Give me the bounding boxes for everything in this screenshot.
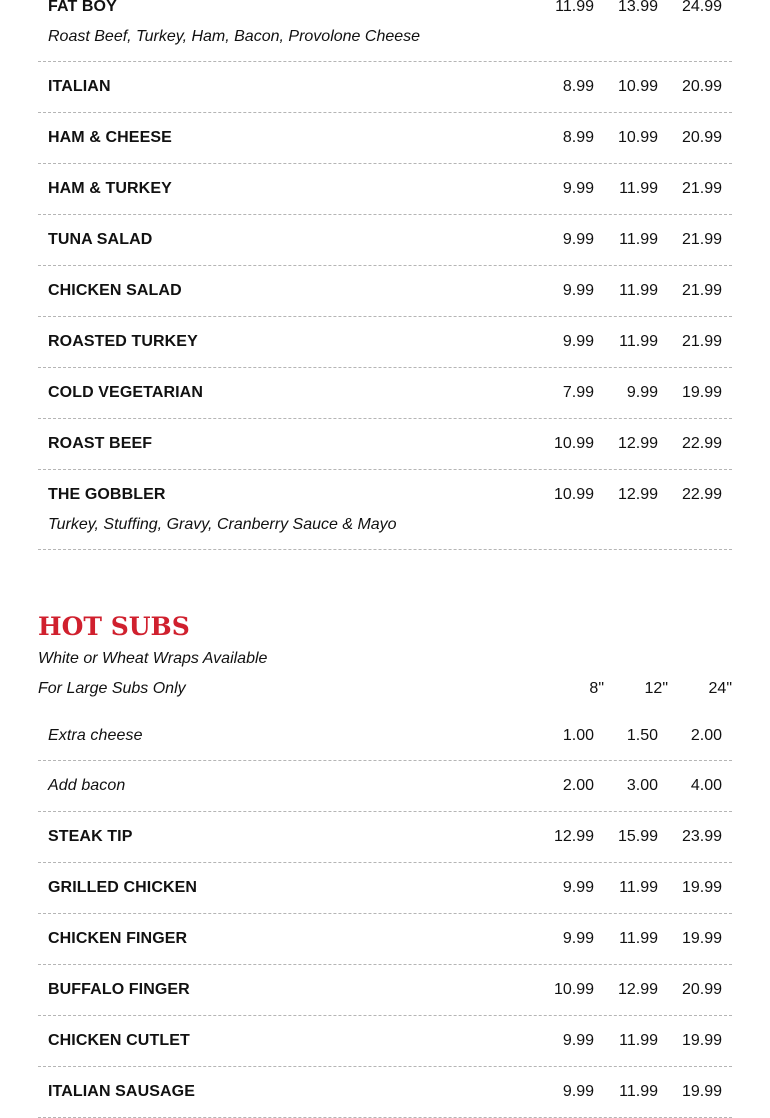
price-medium: 11.99 [619, 282, 658, 299]
price-medium: 11.99 [619, 879, 658, 896]
price-medium: 12.99 [617, 486, 658, 503]
price-small: 1.00 [562, 727, 594, 744]
price-small: 9.99 [562, 180, 594, 197]
item-name: CHICKEN SALAD [48, 282, 182, 299]
price-large: 22.99 [681, 486, 722, 503]
price-large: 21.99 [681, 231, 722, 248]
size-label-medium: 12" [644, 680, 668, 697]
size-label-large: 24" [708, 680, 732, 697]
price-medium: 11.99 [619, 231, 658, 248]
price-medium: 3.00 [626, 777, 658, 794]
item-name: TUNA SALAD [48, 231, 153, 248]
price-large: 22.99 [681, 435, 722, 452]
price-medium: 1.50 [626, 727, 658, 744]
price-small: 9.99 [562, 1032, 594, 1049]
price-medium: 10.99 [617, 129, 658, 146]
section-title: HOT SUBS [38, 612, 190, 641]
item-name: ITALIAN [48, 78, 111, 95]
menu-item [38, 164, 732, 215]
price-large: 20.99 [681, 129, 722, 146]
menu-item [38, 965, 732, 1016]
price-large: 19.99 [681, 930, 722, 947]
item-name: COLD VEGETARIAN [48, 384, 203, 401]
menu-item [38, 266, 732, 317]
menu-item [38, 317, 732, 368]
price-large: 19.99 [681, 384, 722, 401]
item-name: Extra cheese [48, 727, 143, 744]
price-large: 19.99 [681, 1083, 722, 1100]
price-large: 24.99 [681, 0, 722, 15]
item-name: BUFFALO FINGER [48, 981, 190, 998]
price-small: 9.99 [562, 930, 594, 947]
price-medium: 11.99 [619, 180, 658, 197]
price-small: 10.99 [553, 435, 594, 452]
cold-subs-list [38, 0, 732, 550]
price-large: 19.99 [681, 879, 722, 896]
price-large: 21.99 [681, 282, 722, 299]
menu-item [38, 419, 732, 470]
menu-item [38, 62, 732, 113]
section-note: White or Wheat Wraps Available [38, 650, 268, 667]
price-large: 2.00 [690, 727, 722, 744]
price-small: 12.99 [553, 828, 594, 845]
item-name: STEAK TIP [48, 828, 133, 845]
item-name: ITALIAN SAUSAGE [48, 1083, 195, 1100]
item-description: Turkey, Stuffing, Gravy, Cranberry Sauce & Mayo [48, 516, 397, 533]
hot-subs-list [38, 704, 732, 1118]
price-medium: 11.99 [619, 1083, 658, 1100]
item-name: Add bacon [48, 777, 126, 794]
menu-item [38, 1016, 732, 1067]
item-description: Roast Beef, Turkey, Ham, Bacon, Provolone Cheese [48, 28, 421, 45]
item-name: THE GOBBLER [48, 486, 166, 503]
price-large: 20.99 [681, 981, 722, 998]
price-large: 20.99 [681, 78, 722, 95]
price-small: 9.99 [562, 282, 594, 299]
menu-item [38, 812, 732, 863]
price-small: 9.99 [562, 333, 594, 350]
price-medium: 15.99 [617, 828, 658, 845]
menu-item [38, 113, 732, 164]
section-note: For Large Subs Only [38, 680, 186, 697]
price-small: 2.00 [562, 777, 594, 794]
price-medium: 11.99 [619, 930, 658, 947]
price-medium: 11.99 [619, 333, 658, 350]
price-small: 8.99 [562, 78, 594, 95]
price-large: 4.00 [690, 777, 722, 794]
price-medium: 9.99 [626, 384, 658, 401]
menu-item [38, 0, 732, 62]
price-large: 19.99 [681, 1032, 722, 1049]
menu-item-extra [38, 761, 732, 812]
item-name: GRILLED CHICKEN [48, 879, 198, 896]
item-name: CHICKEN CUTLET [48, 1032, 190, 1049]
menu-item-extra [38, 704, 732, 761]
menu-item [38, 215, 732, 266]
price-small: 9.99 [562, 879, 594, 896]
size-header [38, 674, 732, 704]
size-label-small: 8" [589, 680, 604, 697]
price-medium: 10.99 [617, 78, 658, 95]
item-name: ROAST BEEF [48, 435, 153, 452]
price-large: 21.99 [681, 333, 722, 350]
menu-item [38, 914, 732, 965]
price-medium: 12.99 [617, 981, 658, 998]
item-name: HAM & TURKEY [48, 180, 172, 197]
price-small: 9.99 [562, 231, 594, 248]
item-name: FAT BOY [48, 0, 117, 15]
price-large: 21.99 [681, 180, 722, 197]
item-name: HAM & CHEESE [48, 129, 172, 146]
menu-item [38, 470, 732, 550]
menu-item [38, 863, 732, 914]
menu-item [38, 1067, 732, 1118]
price-small: 9.99 [562, 1083, 594, 1100]
price-large: 23.99 [681, 828, 722, 845]
item-name: CHICKEN FINGER [48, 930, 188, 947]
price-small: 11.99 [555, 0, 594, 15]
price-small: 10.99 [553, 486, 594, 503]
price-small: 8.99 [562, 129, 594, 146]
item-name: ROASTED TURKEY [48, 333, 198, 350]
price-small: 7.99 [562, 384, 594, 401]
price-small: 10.99 [553, 981, 594, 998]
price-medium: 13.99 [617, 0, 658, 15]
price-medium: 12.99 [617, 435, 658, 452]
menu-item [38, 368, 732, 419]
price-medium: 11.99 [619, 1032, 658, 1049]
hot-subs-section [38, 610, 732, 1118]
